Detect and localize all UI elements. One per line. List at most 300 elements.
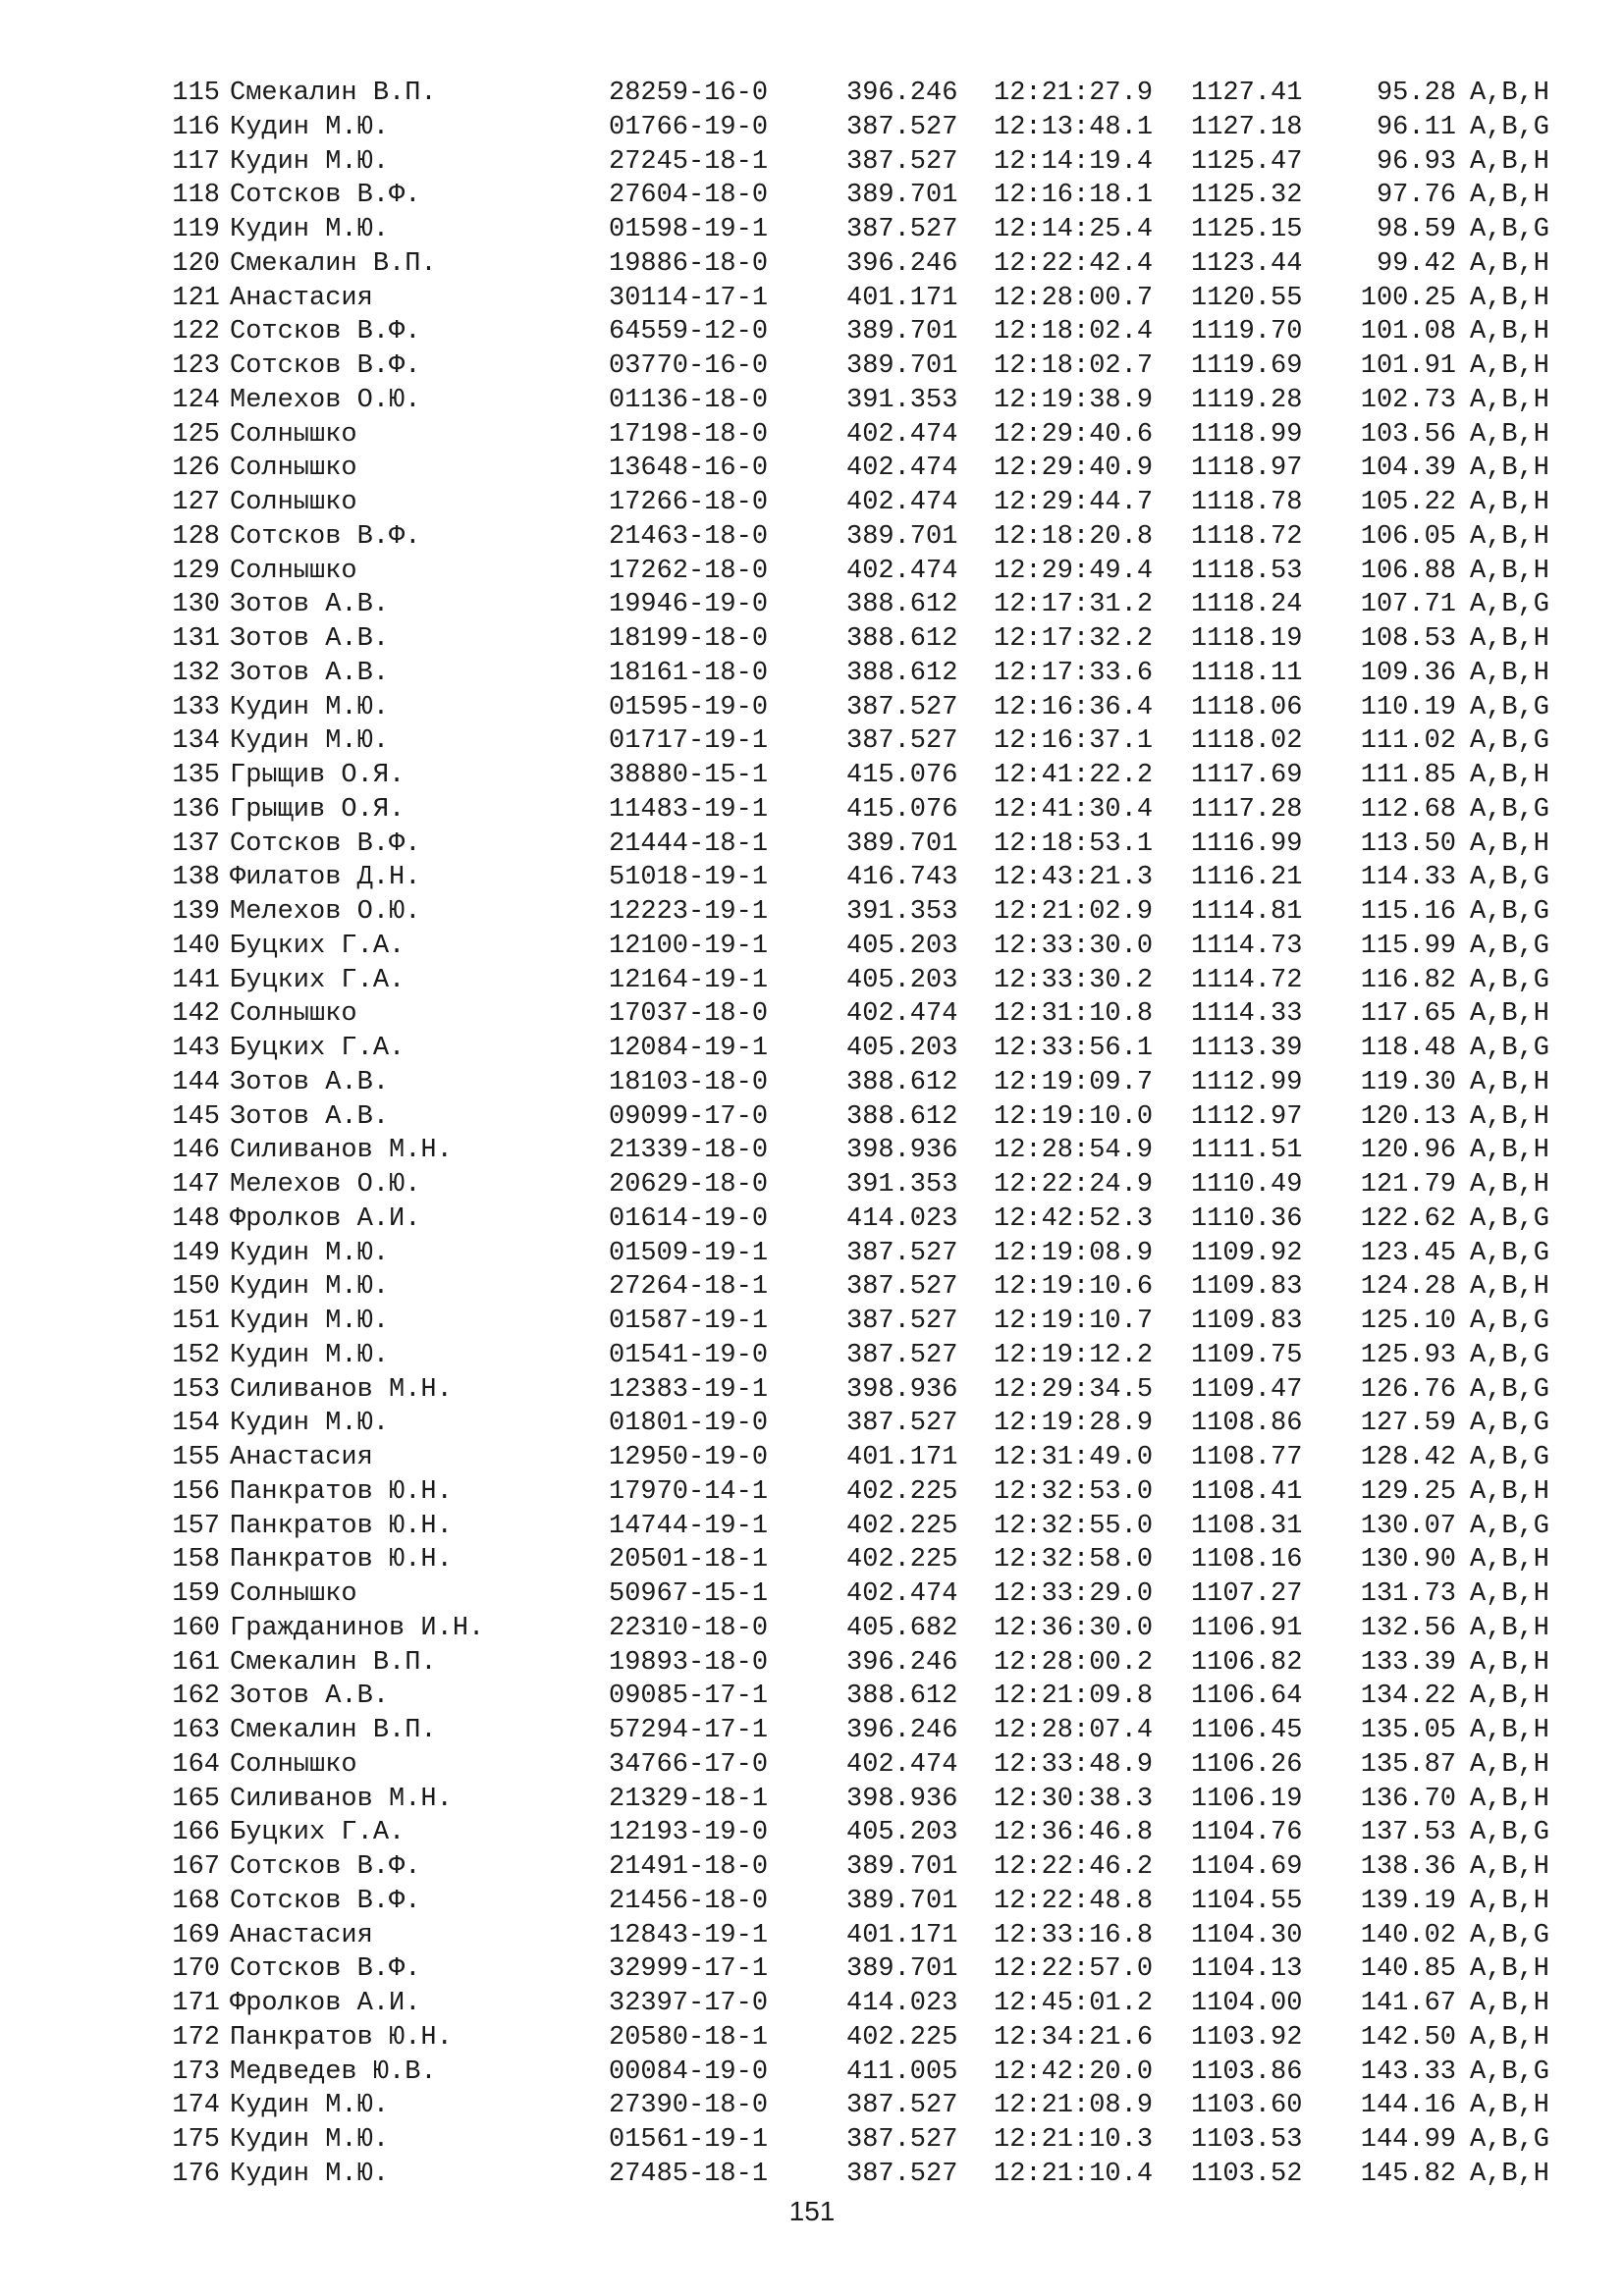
row-position: 131 <box>172 624 220 654</box>
table-row <box>157 2021 1571 2056</box>
table-row <box>157 691 1571 725</box>
distance: 414.023 <box>846 1203 958 1234</box>
coefficient: 99.42 <box>1376 248 1456 279</box>
coefficient: 101.08 <box>1360 317 1456 347</box>
coefficient: 110.19 <box>1360 692 1456 722</box>
fancier-name: Солнышко <box>230 419 357 450</box>
ring-number: 00084-19-0 <box>609 2056 769 2087</box>
fancier-name: Смекалин В.П. <box>230 248 437 279</box>
speed: 1118.53 <box>1191 556 1303 586</box>
classes: A,B,H <box>1470 1067 1550 1097</box>
coefficient: 124.28 <box>1360 1272 1456 1303</box>
arrival-time: 12:19:38.9 <box>994 385 1154 415</box>
row-position: 117 <box>172 146 220 177</box>
table-row <box>157 1100 1571 1135</box>
fancier-name: Силиванов М.Н. <box>230 1784 453 1814</box>
table-row <box>157 315 1571 349</box>
ring-number: 17262-18-0 <box>609 556 769 586</box>
ring-number: 17970-14-1 <box>609 1476 769 1507</box>
distance: 389.701 <box>846 351 958 381</box>
classes: A,B,G <box>1470 1238 1550 1268</box>
distance: 387.527 <box>846 1238 958 1268</box>
classes: A,B,H <box>1470 2022 1550 2053</box>
fancier-name: Смекалин В.П. <box>230 79 437 108</box>
classes: A,B,H <box>1470 1716 1550 1745</box>
table-row <box>157 1270 1571 1305</box>
fancier-name: Гражданинов И.Н. <box>230 1613 485 1643</box>
arrival-time: 12:16:36.4 <box>994 692 1154 722</box>
distance: 388.612 <box>846 1682 958 1712</box>
fancier-name: Сотсков В.Ф. <box>230 317 421 347</box>
classes: A,B,H <box>1470 556 1550 586</box>
arrival-time: 12:29:44.7 <box>994 488 1154 517</box>
speed: 1114.33 <box>1191 999 1303 1030</box>
row-position: 175 <box>172 2125 220 2155</box>
arrival-time: 12:22:57.0 <box>994 1954 1154 1985</box>
fancier-name: Сотсков В.Ф. <box>230 1886 421 1916</box>
row-position: 123 <box>172 351 220 381</box>
coefficient: 113.50 <box>1360 828 1456 859</box>
row-position: 158 <box>172 1545 220 1575</box>
arrival-time: 12:22:46.2 <box>994 1852 1154 1882</box>
ring-number: 09085-17-1 <box>609 1682 769 1712</box>
ring-number: 12223-19-1 <box>609 897 769 927</box>
ring-number: 27264-18-1 <box>609 1272 769 1303</box>
speed: 1110.36 <box>1191 1203 1303 1234</box>
classes: A,B,H <box>1470 1954 1550 1985</box>
fancier-name: Зотов А.В. <box>230 1682 390 1712</box>
row-position: 176 <box>172 2159 220 2189</box>
classes: A,B,H <box>1470 181 1550 211</box>
fancier-name: Мелехов О.Ю. <box>230 385 421 415</box>
table-row <box>157 1952 1571 1987</box>
classes: A,B,H <box>1470 248 1550 279</box>
ring-number: 19886-18-0 <box>609 248 769 279</box>
arrival-time: 12:18:20.8 <box>994 521 1154 552</box>
classes: A,B,H <box>1470 385 1550 415</box>
distance: 389.701 <box>846 1852 958 1882</box>
speed: 1113.39 <box>1191 1034 1303 1063</box>
row-position: 174 <box>172 2091 220 2121</box>
coefficient: 125.10 <box>1360 1307 1456 1336</box>
coefficient: 127.59 <box>1360 1409 1456 1439</box>
fancier-name: Анастасия <box>230 1920 373 1950</box>
table-row <box>157 1373 1571 1408</box>
row-position: 164 <box>172 1749 220 1780</box>
row-position: 130 <box>172 590 220 620</box>
row-position: 171 <box>172 1989 220 2018</box>
fancier-name: Зотов А.В. <box>230 624 390 654</box>
coefficient: 132.56 <box>1360 1613 1456 1643</box>
ring-number: 12950-19-0 <box>609 1443 769 1472</box>
distance: 391.353 <box>846 897 958 927</box>
speed: 1125.15 <box>1191 215 1303 244</box>
coefficient: 137.53 <box>1360 1818 1456 1848</box>
table-row <box>157 2056 1571 2090</box>
classes: A,B,H <box>1470 1613 1550 1643</box>
distance: 389.701 <box>846 181 958 211</box>
row-position: 173 <box>172 2056 220 2087</box>
fancier-name: Кудин М.Ю. <box>230 2091 390 2121</box>
classes: A,B,H <box>1470 79 1550 108</box>
fancier-name: Кудин М.Ю. <box>230 1272 390 1303</box>
arrival-time: 12:19:12.2 <box>994 1340 1154 1370</box>
arrival-time: 12:19:09.7 <box>994 1067 1154 1097</box>
table-row <box>157 1339 1571 1373</box>
fancier-name: Фролков А.И. <box>230 1989 421 2018</box>
ring-number: 57294-17-1 <box>609 1716 769 1745</box>
fancier-name: Панкратов Ю.Н. <box>230 1476 453 1507</box>
speed: 1125.47 <box>1191 146 1303 177</box>
fancier-name: Солнышко <box>230 488 357 517</box>
arrival-time: 12:22:24.9 <box>994 1170 1154 1200</box>
arrival-time: 12:21:09.8 <box>994 1682 1154 1712</box>
classes: A,B,H <box>1470 999 1550 1030</box>
speed: 1119.69 <box>1191 351 1303 381</box>
table-row <box>157 1987 1571 2021</box>
fancier-name: Кудин М.Ю. <box>230 1238 390 1268</box>
classes: A,B,H <box>1470 1101 1550 1132</box>
distance: 387.527 <box>846 1340 958 1370</box>
speed: 1106.91 <box>1191 1613 1303 1643</box>
row-position: 169 <box>172 1920 220 1950</box>
speed: 1104.55 <box>1191 1886 1303 1916</box>
distance: 398.936 <box>846 1784 958 1814</box>
speed: 1114.81 <box>1191 897 1303 927</box>
classes: A,B,G <box>1470 1409 1550 1439</box>
speed: 1104.13 <box>1191 1954 1303 1985</box>
table-row <box>157 1850 1571 1885</box>
distance: 401.171 <box>846 283 958 313</box>
arrival-time: 12:28:00.7 <box>994 283 1154 313</box>
fancier-name: Кудин М.Ю. <box>230 146 390 177</box>
speed: 1118.97 <box>1191 454 1303 484</box>
speed: 1106.82 <box>1191 1647 1303 1678</box>
distance: 387.527 <box>846 726 958 757</box>
coefficient: 119.30 <box>1360 1067 1456 1097</box>
arrival-time: 12:33:29.0 <box>994 1579 1154 1609</box>
ring-number: 01136-18-0 <box>609 385 769 415</box>
arrival-time: 12:29:49.4 <box>994 556 1154 586</box>
ring-number: 18103-18-0 <box>609 1067 769 1097</box>
ring-number: 17037-18-0 <box>609 999 769 1030</box>
coefficient: 114.33 <box>1360 863 1456 893</box>
arrival-time: 12:30:38.3 <box>994 1784 1154 1814</box>
distance: 414.023 <box>846 1989 958 2018</box>
ring-number: 01801-19-0 <box>609 1409 769 1439</box>
row-position: 121 <box>172 283 220 313</box>
coefficient: 136.70 <box>1360 1784 1456 1814</box>
arrival-time: 12:32:55.0 <box>994 1511 1154 1541</box>
arrival-time: 12:36:30.0 <box>994 1613 1154 1643</box>
table-row <box>157 997 1571 1032</box>
table-row <box>157 1168 1571 1202</box>
distance: 402.474 <box>846 556 958 586</box>
fancier-name: Грыщив О.Я. <box>230 761 406 790</box>
coefficient: 144.99 <box>1360 2125 1456 2155</box>
ring-number: 21456-18-0 <box>609 1886 769 1916</box>
row-position: 136 <box>172 794 220 825</box>
fancier-name: Буцких Г.А. <box>230 1034 406 1063</box>
classes: A,B,H <box>1470 2159 1550 2189</box>
fancier-name: Кудин М.Ю. <box>230 215 390 244</box>
table-row <box>157 1680 1571 1714</box>
distance: 405.203 <box>846 1818 958 1848</box>
ring-number: 13648-16-0 <box>609 454 769 484</box>
coefficient: 115.99 <box>1360 931 1456 961</box>
row-position: 153 <box>172 1374 220 1405</box>
classes: A,B,H <box>1470 283 1550 313</box>
distance: 387.527 <box>846 2091 958 2121</box>
row-position: 139 <box>172 897 220 927</box>
row-position: 134 <box>172 726 220 757</box>
arrival-time: 12:41:30.4 <box>994 794 1154 825</box>
coefficient: 111.85 <box>1360 761 1456 790</box>
fancier-name: Смекалин В.П. <box>230 1716 437 1745</box>
row-position: 127 <box>172 488 220 517</box>
row-position: 146 <box>172 1136 220 1166</box>
arrival-time: 12:29:34.5 <box>994 1374 1154 1405</box>
classes: A,B,H <box>1470 1682 1550 1712</box>
ring-number: 12164-19-1 <box>609 965 769 995</box>
classes: A,B,H <box>1470 488 1550 517</box>
row-position: 133 <box>172 692 220 722</box>
speed: 1106.26 <box>1191 1749 1303 1780</box>
arrival-time: 12:13:48.1 <box>994 112 1154 142</box>
ring-number: 21329-18-1 <box>609 1784 769 1814</box>
ring-number: 38880-15-1 <box>609 761 769 790</box>
speed: 1118.99 <box>1191 419 1303 450</box>
arrival-time: 12:33:16.8 <box>994 1920 1154 1950</box>
speed: 1118.06 <box>1191 692 1303 722</box>
table-row <box>157 964 1571 998</box>
speed: 1112.97 <box>1191 1101 1303 1132</box>
coefficient: 105.22 <box>1360 488 1456 517</box>
classes: A,B,G <box>1470 2125 1550 2155</box>
row-position: 144 <box>172 1067 220 1097</box>
ring-number: 01614-19-0 <box>609 1203 769 1234</box>
arrival-time: 12:33:30.2 <box>994 965 1154 995</box>
coefficient: 145.82 <box>1360 2159 1456 2189</box>
speed: 1108.86 <box>1191 1409 1303 1439</box>
table-row <box>157 486 1571 520</box>
ring-number: 12100-19-1 <box>609 931 769 961</box>
speed: 1108.16 <box>1191 1545 1303 1575</box>
classes: A,B,G <box>1470 897 1550 927</box>
speed: 1110.49 <box>1191 1170 1303 1200</box>
coefficient: 138.36 <box>1360 1852 1456 1882</box>
classes: A,B,H <box>1470 419 1550 450</box>
ring-number: 14744-19-1 <box>609 1511 769 1541</box>
row-position: 147 <box>172 1170 220 1200</box>
distance: 402.474 <box>846 999 958 1030</box>
speed: 1104.00 <box>1191 1989 1303 2018</box>
coefficient: 120.96 <box>1360 1136 1456 1166</box>
arrival-time: 12:17:32.2 <box>994 624 1154 654</box>
ring-number: 22310-18-0 <box>609 1613 769 1643</box>
coefficient: 140.02 <box>1360 1920 1456 1950</box>
speed: 1118.19 <box>1191 624 1303 654</box>
distance: 396.246 <box>846 1647 958 1678</box>
speed: 1104.69 <box>1191 1852 1303 1882</box>
arrival-time: 12:32:53.0 <box>994 1476 1154 1507</box>
speed: 1111.51 <box>1191 1136 1303 1166</box>
fancier-name: Зотов А.В. <box>230 1067 390 1097</box>
classes: A,B,G <box>1470 1920 1550 1950</box>
classes: A,B,H <box>1470 317 1550 347</box>
coefficient: 121.79 <box>1360 1170 1456 1200</box>
speed: 1118.72 <box>1191 521 1303 552</box>
table-row <box>157 793 1571 828</box>
classes: A,B,G <box>1470 794 1550 825</box>
arrival-time: 12:14:19.4 <box>994 146 1154 177</box>
table-row <box>157 1032 1571 1066</box>
row-position: 122 <box>172 317 220 347</box>
ring-number: 11483-19-1 <box>609 794 769 825</box>
arrival-time: 12:43:21.3 <box>994 863 1154 893</box>
ring-number: 01766-19-0 <box>609 112 769 142</box>
speed: 1109.83 <box>1191 1307 1303 1336</box>
distance: 405.203 <box>846 1034 958 1063</box>
speed: 1118.24 <box>1191 590 1303 620</box>
table-row <box>157 1612 1571 1646</box>
ring-number: 20629-18-0 <box>609 1170 769 1200</box>
fancier-name: Кудин М.Ю. <box>230 2159 390 2189</box>
row-position: 165 <box>172 1784 220 1814</box>
ring-number: 01595-19-0 <box>609 692 769 722</box>
speed: 1119.70 <box>1191 317 1303 347</box>
arrival-time: 12:45:01.2 <box>994 1989 1154 2018</box>
fancier-name: Сотсков В.Ф. <box>230 181 421 211</box>
table-row <box>157 452 1571 486</box>
table-row <box>157 2123 1571 2158</box>
arrival-time: 12:33:30.0 <box>994 931 1154 961</box>
classes: A,B,H <box>1470 454 1550 484</box>
arrival-time: 12:36:46.8 <box>994 1818 1154 1848</box>
table-row <box>157 520 1571 555</box>
page-number: 151 <box>788 2196 836 2226</box>
results-table <box>157 77 1571 2192</box>
fancier-name: Панкратов Ю.Н. <box>230 2022 453 2053</box>
speed: 1117.28 <box>1191 794 1303 825</box>
distance: 402.474 <box>846 1749 958 1780</box>
distance: 416.743 <box>846 863 958 893</box>
classes: A,B,G <box>1470 590 1550 620</box>
distance: 387.527 <box>846 215 958 244</box>
arrival-time: 12:29:40.6 <box>994 419 1154 450</box>
row-position: 143 <box>172 1034 220 1063</box>
distance: 405.203 <box>846 965 958 995</box>
classes: A,B,G <box>1470 965 1550 995</box>
speed: 1109.47 <box>1191 1374 1303 1405</box>
row-position: 137 <box>172 828 220 859</box>
distance: 401.171 <box>846 1443 958 1472</box>
coefficient: 122.62 <box>1360 1203 1456 1234</box>
classes: A,B,H <box>1470 1136 1550 1166</box>
speed: 1118.11 <box>1191 658 1303 688</box>
speed: 1104.76 <box>1191 1818 1303 1848</box>
ring-number: 32397-17-0 <box>609 1989 769 2018</box>
ring-number: 21491-18-0 <box>609 1852 769 1882</box>
distance: 388.612 <box>846 1101 958 1132</box>
arrival-time: 12:22:42.4 <box>994 248 1154 279</box>
table-row <box>157 759 1571 793</box>
arrival-time: 12:28:07.4 <box>994 1716 1154 1745</box>
distance: 402.474 <box>846 419 958 450</box>
classes: A,B,H <box>1470 1272 1550 1303</box>
row-position: 170 <box>172 1954 220 1985</box>
arrival-time: 12:32:58.0 <box>994 1545 1154 1575</box>
coefficient: 118.48 <box>1360 1034 1456 1063</box>
speed: 1103.86 <box>1191 2056 1303 2087</box>
distance: 387.527 <box>846 2125 958 2155</box>
arrival-time: 12:19:10.6 <box>994 1272 1154 1303</box>
distance: 402.225 <box>846 1511 958 1541</box>
classes: A,B,H <box>1470 761 1550 790</box>
table-row <box>157 828 1571 862</box>
speed: 1103.92 <box>1191 2022 1303 2053</box>
row-position: 132 <box>172 658 220 688</box>
fancier-name: Панкратов Ю.Н. <box>230 1511 453 1541</box>
table-row <box>157 1543 1571 1577</box>
fancier-name: Кудин М.Ю. <box>230 1307 390 1336</box>
row-position: 140 <box>172 931 220 961</box>
table-row <box>157 1783 1571 1817</box>
table-row <box>157 622 1571 657</box>
distance: 389.701 <box>846 317 958 347</box>
ring-number: 34766-17-0 <box>609 1749 769 1780</box>
ring-number: 01587-19-1 <box>609 1307 769 1336</box>
row-position: 126 <box>172 454 220 484</box>
distance: 398.936 <box>846 1374 958 1405</box>
distance: 405.203 <box>846 931 958 961</box>
row-position: 115 <box>172 79 220 108</box>
speed: 1108.31 <box>1191 1511 1303 1541</box>
coefficient: 96.11 <box>1376 112 1456 142</box>
table-row <box>157 247 1571 282</box>
coefficient: 106.88 <box>1360 556 1456 586</box>
row-position: 161 <box>172 1647 220 1678</box>
distance: 389.701 <box>846 1954 958 1985</box>
ring-number: 01509-19-1 <box>609 1238 769 1268</box>
coefficient: 98.59 <box>1376 215 1456 244</box>
classes: A,B,G <box>1470 215 1550 244</box>
distance: 387.527 <box>846 1272 958 1303</box>
classes: A,B,H <box>1470 1545 1550 1575</box>
ring-number: 12843-19-1 <box>609 1920 769 1950</box>
ring-number: 12084-19-1 <box>609 1034 769 1063</box>
fancier-name: Буцких Г.А. <box>230 965 406 995</box>
fancier-name: Кудин М.Ю. <box>230 692 390 722</box>
table-row <box>157 555 1571 589</box>
arrival-time: 12:42:52.3 <box>994 1203 1154 1234</box>
speed: 1107.27 <box>1191 1579 1303 1609</box>
ring-number: 17198-18-0 <box>609 419 769 450</box>
classes: A,B,H <box>1470 624 1550 654</box>
fancier-name: Кудин М.Ю. <box>230 1340 390 1370</box>
table-row <box>157 895 1571 930</box>
row-position: 157 <box>172 1511 220 1541</box>
distance: 396.246 <box>846 79 958 108</box>
ring-number: 03770-16-0 <box>609 351 769 381</box>
ring-number: 21339-18-0 <box>609 1136 769 1166</box>
row-position: 150 <box>172 1272 220 1303</box>
speed: 1108.77 <box>1191 1443 1303 1472</box>
speed: 1103.60 <box>1191 2091 1303 2121</box>
ring-number: 51018-19-1 <box>609 863 769 893</box>
coefficient: 140.85 <box>1360 1954 1456 1985</box>
distance: 387.527 <box>846 146 958 177</box>
